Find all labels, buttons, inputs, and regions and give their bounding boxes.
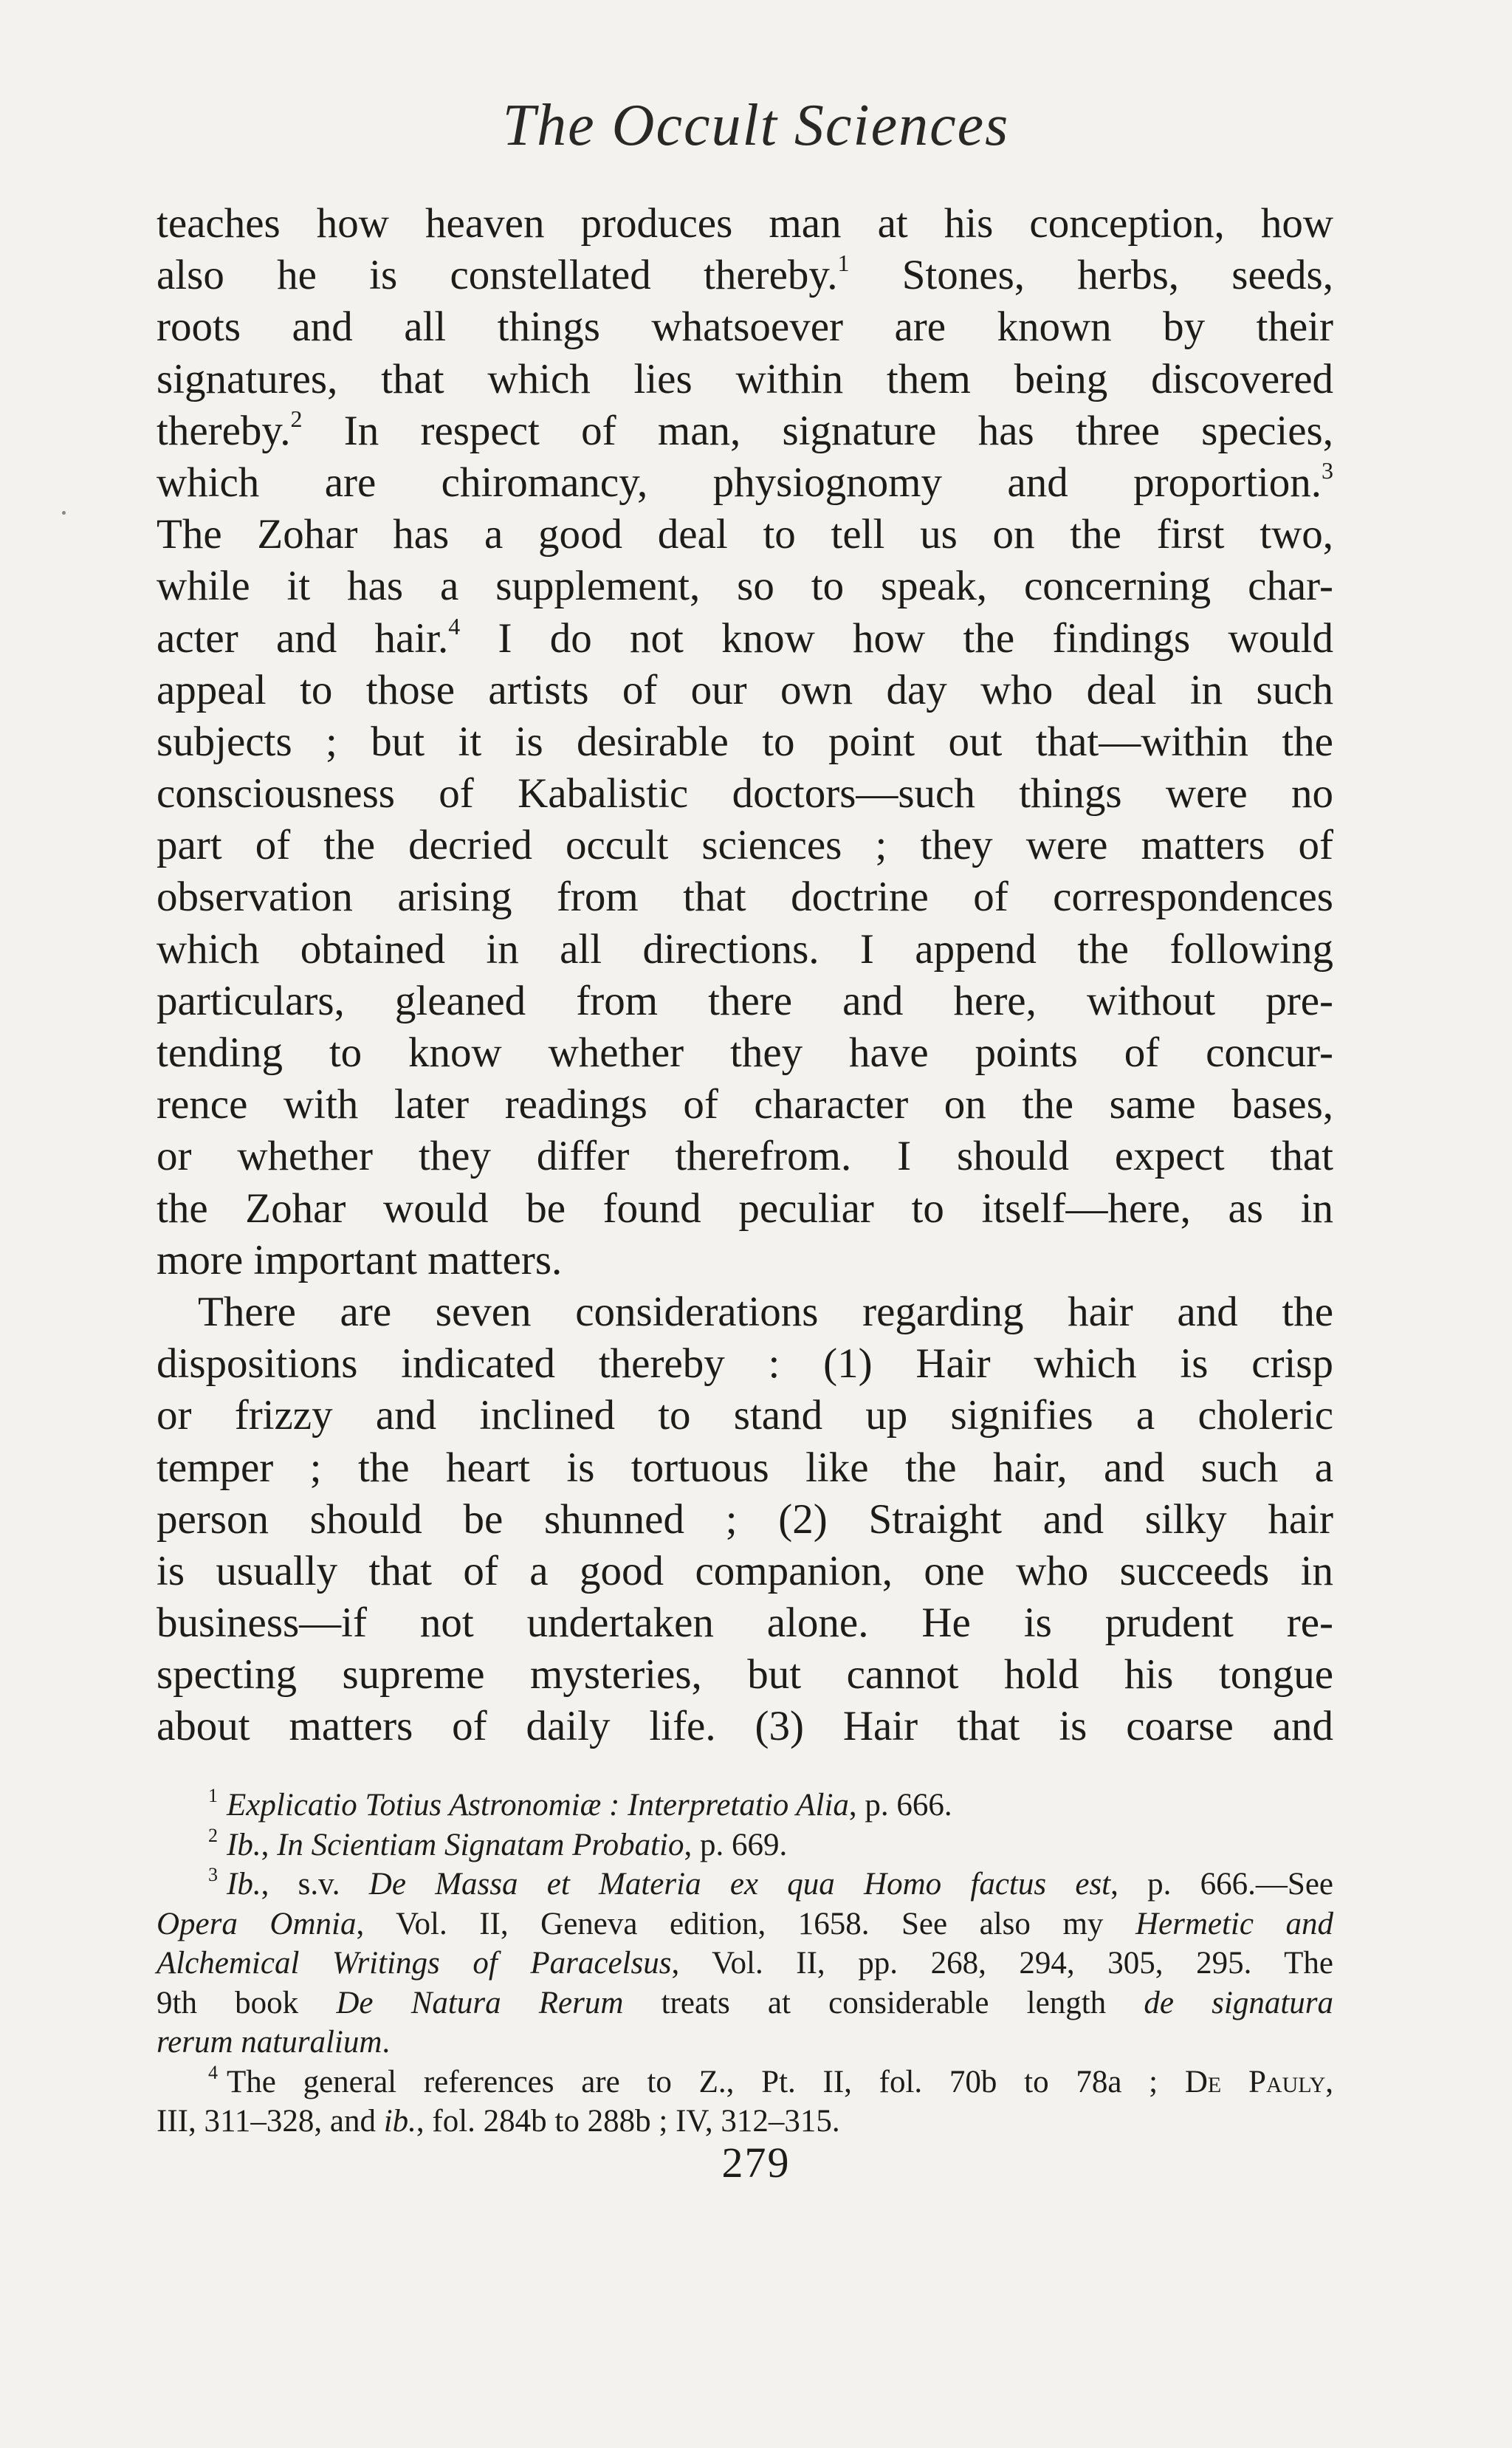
text-line: more important matters. bbox=[157, 1236, 563, 1283]
text-line: specting supreme mysteries, but cannot hold his tongue bbox=[157, 1651, 1333, 1698]
text-line: consciousness of Kabalistic doctors—such things were no bbox=[157, 770, 1333, 817]
text-line: observation arising from that doctrine of correspondences bbox=[157, 874, 1333, 921]
page-number: 279 bbox=[721, 2139, 791, 2187]
footnote-3-line: Alchemical Writings of Paracelsus, Vol. II, pp. 268, 294, 305, 295. The bbox=[157, 1946, 1333, 1981]
footnote-3-line: Opera Omnia, Vol. II, Geneva edition, 1658. See also my Hermetic and bbox=[157, 1906, 1333, 1941]
text-line: or whether they differ therefrom. I should expect that bbox=[157, 1133, 1333, 1180]
running-head: The Occult Sciences bbox=[502, 93, 1010, 158]
footnote-mark: 2 bbox=[208, 1824, 218, 1846]
text-line: The Zohar has a good deal to tell us on the first two, bbox=[157, 511, 1333, 558]
footnote-3-line: rerum naturalium. bbox=[157, 2025, 391, 2060]
text-line: rence with later readings of character on the same bases, bbox=[157, 1081, 1333, 1128]
footnote-ref: 3 bbox=[1322, 456, 1333, 484]
text-line: person should be shunned ; (2) Straight and silky hair bbox=[157, 1495, 1333, 1543]
text-line: is usually that of a good companion, one who succeeds in bbox=[157, 1547, 1333, 1594]
text-line: subjects ; but it is desirable to point out that—within the bbox=[157, 718, 1333, 765]
text-line: acter and hair.$^4$ I do not know how the findings would bbox=[157, 612, 1333, 662]
text-line: roots and all things whatsoever are known by their bbox=[157, 304, 1333, 351]
margin-speck bbox=[62, 511, 66, 515]
text-line: which obtained in all directions. I append the following bbox=[157, 925, 1333, 973]
footnote-2: $^2$ Ib., In Scientiam Signatam Probatio, p. 669. bbox=[208, 1824, 788, 1862]
text-line: particulars, gleaned from there and here, without pre- bbox=[157, 977, 1333, 1024]
text-line: tending to know whether they have points of concur- bbox=[157, 1029, 1333, 1076]
text-line: There are seven considerations regarding hair and the bbox=[198, 1288, 1333, 1335]
text-line: also he is constellated thereby.$^1$ Stones, herbs, seeds, bbox=[157, 250, 1333, 299]
text-line: the Zohar would be found peculiar to itself—here, as in bbox=[157, 1184, 1333, 1232]
text-line: business—if not undertaken alone. He is prudent re- bbox=[157, 1600, 1333, 1647]
text-line: temper ; the heart is tortuous like the hair, and such a bbox=[157, 1444, 1333, 1491]
text-line: about matters of daily life. (3) Hair that is coarse and bbox=[157, 1703, 1333, 1750]
text-line: appeal to those artists of our own day who deal in such bbox=[157, 666, 1333, 713]
footnote-1: $^1$ Explicatio Totius Astronomiæ : Interpretatio Alia, p. 666. bbox=[208, 1785, 952, 1823]
footnote-ref: 2 bbox=[290, 405, 303, 432]
footnote-4: $^4$ The general references are to Z., Pt. II, fol. 70b to 78a ; De Pauly, bbox=[208, 2061, 1333, 2099]
footnote-4-line: III, 311–328, and ib., fol. 284b to 288b ; IV, 312–315. bbox=[157, 2104, 840, 2139]
footnote-mark: 4 bbox=[208, 2061, 218, 2083]
text-line: dispositions indicated thereby : (1) Hair which is crisp bbox=[157, 1340, 1333, 1388]
text-line: or frizzy and inclined to stand up signifies a choleric bbox=[157, 1392, 1333, 1439]
footnote-3: $^3$ Ib., s.v. De Massa et Materia ex qua Homo factus est, p. 666.—See bbox=[208, 1864, 1333, 1902]
footnote-ref: 1 bbox=[837, 250, 850, 277]
body-text bbox=[157, 198, 1333, 1753]
footnote-3-line: 9th book De Natura Rerum treats at considerable length de signatura bbox=[157, 1985, 1333, 2020]
text-line: teaches how heaven produces man at his conception, how bbox=[157, 200, 1333, 247]
text-line: thereby.$^2$ In respect of man, signature has three species, bbox=[157, 405, 1333, 454]
text-line: which are chiromancy, physiognomy and proportion.$^3$ bbox=[157, 456, 1333, 506]
footnotes bbox=[157, 1786, 1333, 2142]
footnote-mark: 3 bbox=[208, 1864, 218, 1885]
text-line: while it has a supplement, so to speak, concerning char- bbox=[157, 563, 1333, 610]
footnote-mark: 1 bbox=[208, 1785, 218, 1806]
text-line: signatures, that which lies within them being discovered bbox=[157, 355, 1333, 402]
footnote-ref: 4 bbox=[448, 612, 461, 640]
text-line: part of the decried occult sciences ; they were matters of bbox=[157, 822, 1333, 869]
